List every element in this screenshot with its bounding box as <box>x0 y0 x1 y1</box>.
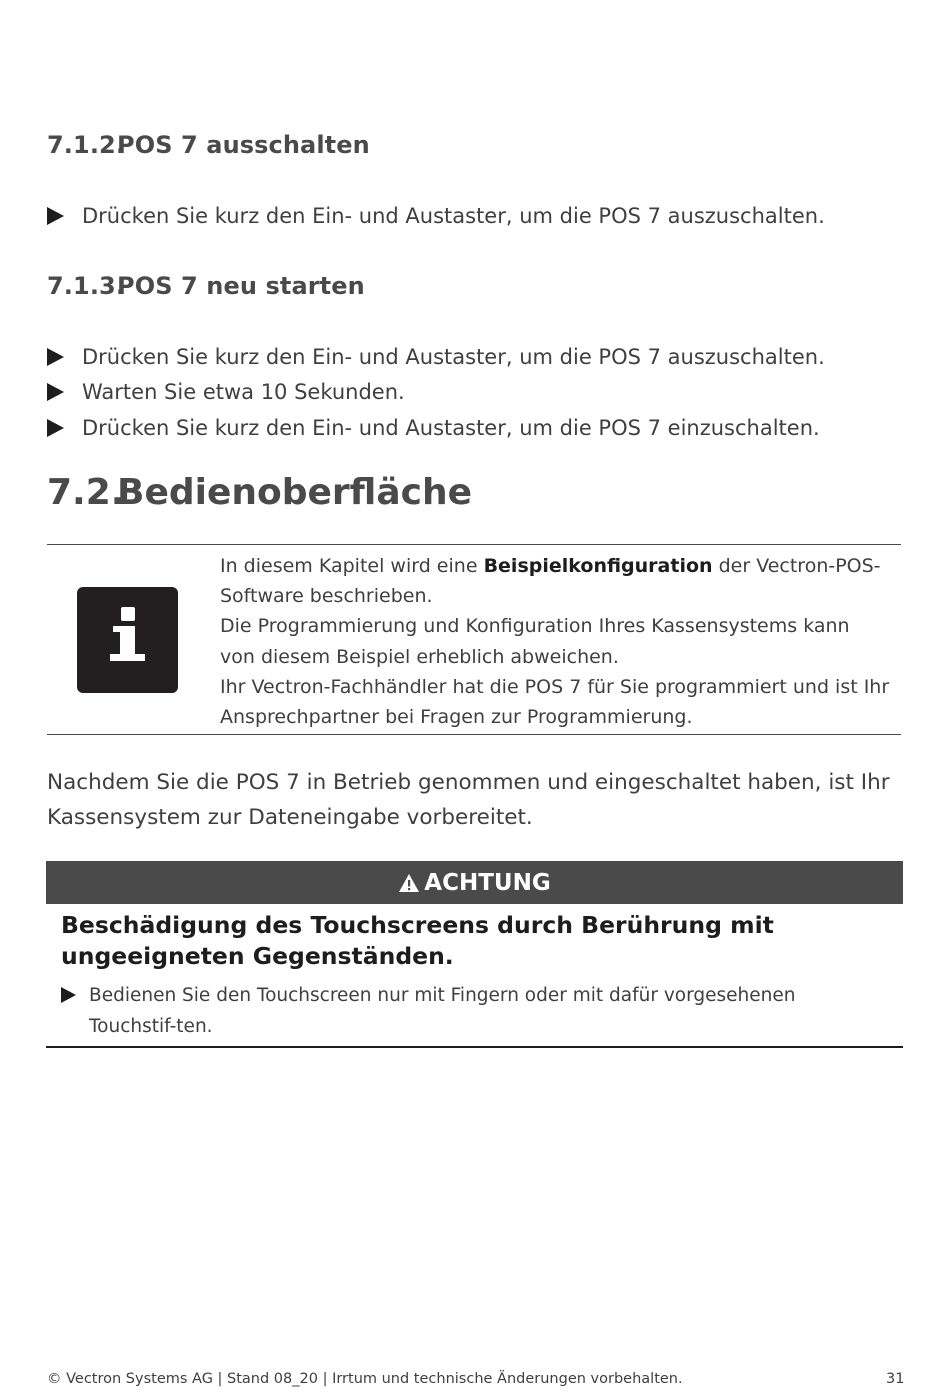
warning-step <box>61 980 881 1042</box>
page-number: 31 <box>886 1371 905 1387</box>
section-title: POS 7 ausschalten <box>117 131 370 159</box>
warning-title: Beschädigung des Touchscreens durch Berührung mit ungeeigneten Gegenständen. <box>61 911 774 970</box>
section-number: 7.1.3. <box>47 272 126 300</box>
page-footer: © Vectron Systems AG | Stand 08_20 | Irrtum und technische Änderungen vorbehalten. <box>47 1371 683 1387</box>
warning-bottom-rule <box>46 1046 903 1048</box>
list-item <box>47 345 825 369</box>
warning-label: ACHTUNG <box>424 869 551 896</box>
bullet-arrow-icon <box>47 383 64 401</box>
section-heading-7-2 <box>47 472 472 513</box>
section-number: 7.2. <box>47 472 125 513</box>
step-text: Warten Sie etwa 10 Sekunden. <box>82 380 405 404</box>
body-paragraph: Nachdem Sie die POS 7 in Betrieb genommen und eingeschaltet haben, ist Ihr Kassensystem zur Dateneingabe vorbereitet. <box>47 770 890 830</box>
section-title: Bedienoberfläche <box>117 472 473 513</box>
warning-header <box>46 861 903 904</box>
info-box-text <box>220 551 890 732</box>
section-number: 7.1.2. <box>47 131 126 159</box>
info-text-intro-end: der Vectron-POS-Software beschrieben. <box>220 555 881 608</box>
info-text-emphasis: Beispielkonfiguration <box>483 555 713 577</box>
list-item <box>47 204 825 228</box>
info-text-intro: In diesem Kapitel wird eine <box>220 555 484 577</box>
bullet-arrow-icon <box>47 419 64 437</box>
section-heading-7-1-3 <box>47 272 365 300</box>
list-item <box>47 380 405 404</box>
info-box-bottom-rule <box>47 734 901 735</box>
step-text: Drücken Sie kurz den Ein- und Austaster, um die POS 7 auszuschalten. <box>82 204 825 228</box>
info-icon <box>77 587 178 693</box>
step-text: Drücken Sie kurz den Ein- und Austaster, um die POS 7 auszuschalten. <box>82 345 825 369</box>
bullet-arrow-icon <box>47 348 64 366</box>
step-text: Drücken Sie kurz den Ein- und Austaster, um die POS 7 einzuschalten. <box>82 416 820 440</box>
warning-triangle-icon <box>398 873 420 893</box>
section-heading-7-1-2 <box>47 131 370 159</box>
list-item <box>47 416 820 440</box>
info-box-top-rule <box>47 544 901 545</box>
info-text-line-3: Ihr Vectron-Fachhändler hat die POS 7 für Sie programmiert und ist Ihr Ansprechpartner bei Fragen zur Programmierung. <box>220 675 890 729</box>
section-title: POS 7 neu starten <box>117 272 365 300</box>
warning-step-text: Bedienen Sie den Touchscreen nur mit Fingern oder mit dafür vorgesehenen Touchstif-ten. <box>89 985 796 1037</box>
bullet-arrow-icon <box>47 207 64 225</box>
bullet-arrow-icon <box>61 987 76 1003</box>
info-text-line-2: Die Programmierung und Konfiguration Ihres Kassensystems kann von diesem Beispiel erheblich abweichen. <box>220 615 850 668</box>
